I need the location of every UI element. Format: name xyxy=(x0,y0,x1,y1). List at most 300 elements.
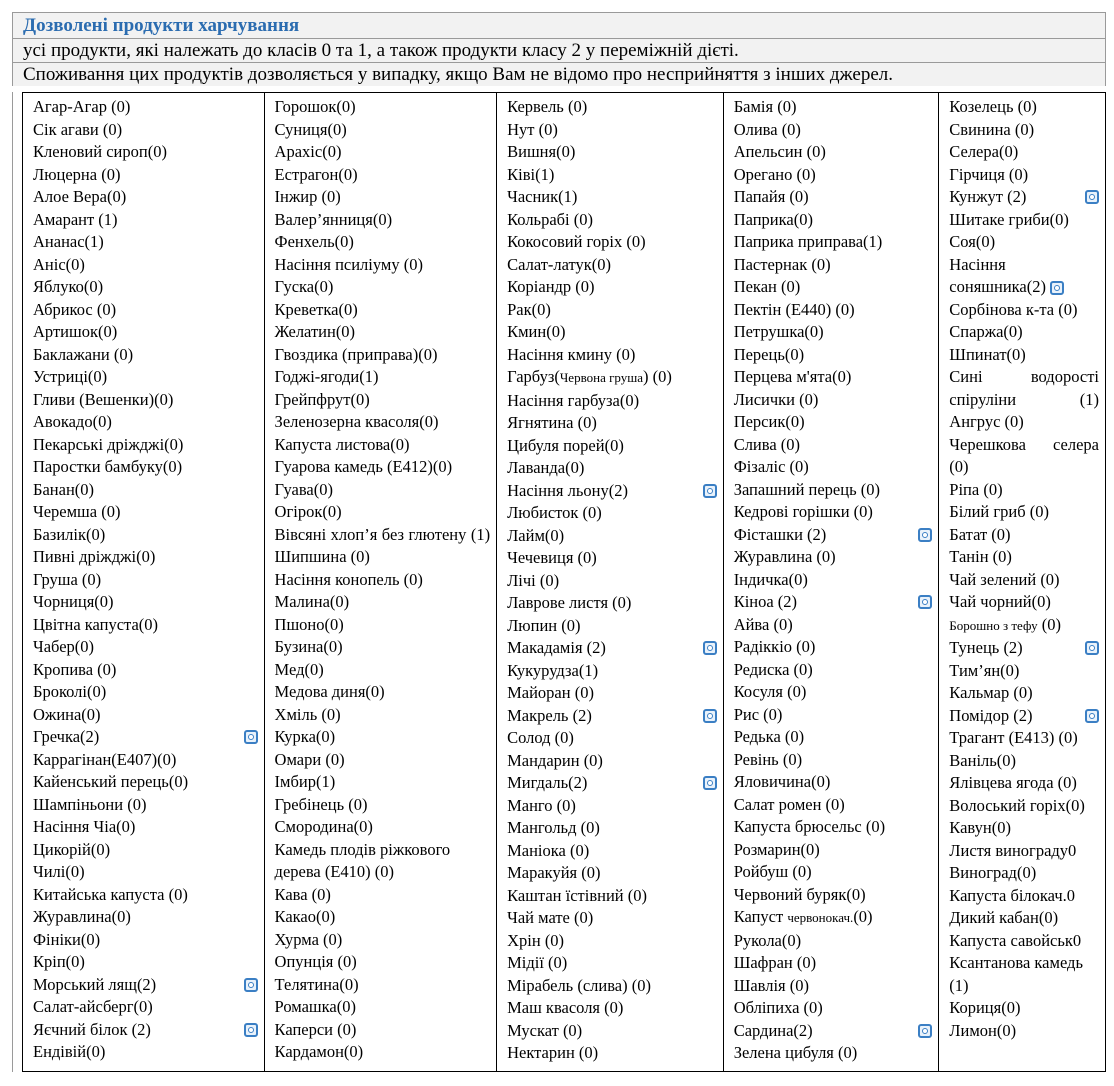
food-name: Люпин (0) xyxy=(507,615,581,635)
food-name: Годжі-ягоди(1) xyxy=(274,367,379,386)
list-item xyxy=(949,479,1099,502)
food-name: Слива (0) xyxy=(733,434,801,454)
list-item xyxy=(734,861,933,884)
list-item xyxy=(734,659,933,682)
list-item xyxy=(275,996,491,1019)
food-name: Кервель (0) xyxy=(507,97,588,116)
page-frame-line xyxy=(12,92,13,1072)
list-item xyxy=(33,321,258,344)
page-note: Споживання цих продуктів дозволяється у випадку, якщо Вам не відомо про несприйняття з інших джерел. xyxy=(23,64,894,85)
food-name: Майоран (0) xyxy=(507,683,594,702)
food-name: Макадамія (2) xyxy=(507,638,606,657)
list-item xyxy=(33,839,258,862)
food-name: Косуля (0) xyxy=(733,682,807,701)
list-item xyxy=(507,997,717,1020)
camera-icon[interactable] xyxy=(703,641,717,655)
food-name: Білий гриб (0) xyxy=(949,502,1049,521)
food-name: Каштан їстівний (0) xyxy=(507,885,647,905)
list-item xyxy=(33,816,258,839)
food-name: Паприка(0) xyxy=(733,209,813,229)
list-item xyxy=(275,119,491,142)
list-item xyxy=(33,96,258,119)
page-title: Дозволені продукти харчування xyxy=(23,15,300,36)
food-name: Рис (0) xyxy=(733,704,783,724)
food-name: Редиска (0) xyxy=(733,659,813,679)
food-name: Волоський горіх(0) xyxy=(949,795,1085,815)
food-name: Каперси (0) xyxy=(274,1019,357,1039)
list-item xyxy=(275,366,491,389)
food-name: Розмарин(0) xyxy=(733,839,820,859)
list-item xyxy=(275,929,491,952)
list-item xyxy=(275,389,491,412)
list-item xyxy=(275,569,491,592)
food-name: Насіння конопель (0) xyxy=(274,569,423,589)
list-item xyxy=(734,884,933,907)
food-name: Черемша (0) xyxy=(33,502,121,521)
food-name: Пастернак (0) xyxy=(733,254,831,274)
list-item xyxy=(275,591,491,614)
list-item xyxy=(734,546,933,569)
list-item xyxy=(507,254,717,277)
food-name: Грейпфрут(0) xyxy=(274,389,370,409)
food-name: Омари (0) xyxy=(274,749,345,769)
list-item xyxy=(507,772,717,795)
header-note-bar xyxy=(12,62,1106,86)
food-name: Суниця(0) xyxy=(274,119,347,139)
food-name: Горошок(0) xyxy=(274,97,356,116)
food-name: Ендівій(0) xyxy=(33,1042,106,1061)
food-name: Ваніль(0) xyxy=(949,750,1017,770)
food-name: Маш квасоля (0) xyxy=(507,998,624,1017)
list-item xyxy=(949,186,1099,209)
food-name: Танін (0) xyxy=(949,547,1012,566)
camera-icon[interactable] xyxy=(244,978,258,992)
list-item xyxy=(734,816,933,839)
list-item xyxy=(33,861,258,884)
list-item xyxy=(507,592,717,615)
list-item xyxy=(734,749,933,772)
list-item xyxy=(949,772,1099,795)
food-name: Рак(0) xyxy=(507,299,551,319)
list-item xyxy=(507,1020,717,1043)
list-item xyxy=(507,435,717,458)
food-name: Ксантанова камедь (1) xyxy=(949,953,1083,995)
list-item xyxy=(734,456,933,479)
list-item xyxy=(949,682,1099,705)
food-name: Олива (0) xyxy=(733,119,801,139)
food-name: Морський лящ(2) xyxy=(33,974,157,994)
camera-icon[interactable] xyxy=(918,595,932,609)
list-item xyxy=(507,862,717,885)
food-name: Лимон(0) xyxy=(949,1020,1017,1040)
list-item xyxy=(507,817,717,840)
list-item xyxy=(949,164,1099,187)
food-name: Цибуля порей(0) xyxy=(507,435,624,455)
food-name: Насіння Чіа(0) xyxy=(33,817,136,836)
food-name: Фініки(0) xyxy=(33,929,101,949)
food-name: Журавлина(0) xyxy=(33,907,131,926)
food-name: Абрикос (0) xyxy=(33,299,117,319)
food-name: Гребінець (0) xyxy=(274,794,368,814)
food-name: Чай зелений (0) xyxy=(949,569,1060,589)
table-column xyxy=(23,93,265,1071)
list-item xyxy=(33,501,258,524)
food-name: Лічі (0) xyxy=(507,570,560,590)
list-item xyxy=(33,906,258,929)
list-item xyxy=(734,906,933,930)
food-name: Інжир (0) xyxy=(274,187,341,206)
food-name: Лайм(0) xyxy=(507,525,565,545)
list-item xyxy=(734,524,933,547)
food-name: Китайська капуста (0) xyxy=(33,884,188,904)
list-item xyxy=(734,231,933,254)
food-name: Листя винограду0 xyxy=(949,840,1077,860)
food-name: Банан(0) xyxy=(33,479,95,499)
food-name: Червоний буряк(0) xyxy=(733,884,866,904)
food-name: Чай мате (0) xyxy=(507,908,594,927)
food-name: Смородина(0) xyxy=(274,817,373,836)
food-name: Мандарин (0) xyxy=(507,750,603,770)
list-item xyxy=(275,546,491,569)
food-name: Мідії (0) xyxy=(507,953,568,972)
food-name: Цикорій(0) xyxy=(33,839,111,859)
list-item xyxy=(33,389,258,412)
list-item xyxy=(275,839,491,884)
table-column xyxy=(497,93,724,1071)
food-name: Гуарова камедь (Е412)(0) xyxy=(274,457,453,476)
food-name: Кедрові горішки (0) xyxy=(733,502,873,521)
food-name: Пшоно(0) xyxy=(274,614,344,634)
food-name: Яєчний білок (2) xyxy=(33,1019,151,1039)
list-item xyxy=(949,817,1099,840)
list-item xyxy=(734,569,933,592)
food-table xyxy=(22,92,1106,1072)
list-item xyxy=(949,524,1099,547)
list-item xyxy=(33,569,258,592)
food-name: Медова диня(0) xyxy=(274,682,385,701)
food-name: Креветка(0) xyxy=(274,299,358,319)
list-item xyxy=(734,141,933,164)
food-name: Шафран (0) xyxy=(733,953,817,972)
list-item xyxy=(33,186,258,209)
list-item xyxy=(33,276,258,299)
list-item xyxy=(734,119,933,142)
list-item xyxy=(734,479,933,502)
table-column xyxy=(265,93,498,1071)
list-item xyxy=(33,1041,258,1064)
food-name: Кайенський перець(0) xyxy=(33,772,189,791)
list-item xyxy=(33,119,258,142)
camera-icon[interactable] xyxy=(703,709,717,723)
header-title-bar xyxy=(12,12,1106,38)
list-item xyxy=(949,254,1099,299)
food-name: Цвітна капуста(0) xyxy=(33,614,159,634)
list-item xyxy=(507,276,717,299)
food-name: Мірабель (слива) (0) xyxy=(507,975,651,995)
food-name: Яловичина(0) xyxy=(733,772,831,791)
food-name: Насіння кмину (0) xyxy=(507,344,636,364)
list-item xyxy=(949,705,1099,728)
food-name: Агар-Агар (0) xyxy=(33,97,131,116)
list-item xyxy=(33,231,258,254)
list-item xyxy=(734,411,933,434)
camera-icon[interactable] xyxy=(1085,190,1099,204)
food-name: Естрагон(0) xyxy=(274,164,358,184)
list-item xyxy=(33,209,258,232)
list-item xyxy=(275,164,491,187)
food-name: Гарбуз(Червона груша) (0) xyxy=(507,367,672,386)
food-name: Козелець (0) xyxy=(949,97,1037,116)
list-item xyxy=(507,750,717,773)
list-item xyxy=(33,591,258,614)
food-note: червонокач. xyxy=(787,910,854,925)
list-item xyxy=(507,412,717,435)
food-note: Червона груша xyxy=(559,370,644,385)
food-name: Какао(0) xyxy=(274,907,336,926)
list-item xyxy=(33,771,258,794)
list-item xyxy=(949,795,1099,818)
food-name: Мускат (0) xyxy=(507,1020,583,1040)
list-item xyxy=(275,276,491,299)
food-name: Перець(0) xyxy=(733,344,805,364)
list-item xyxy=(734,164,933,187)
food-name: Фенхель(0) xyxy=(274,232,354,251)
food-name: Капуста брюсельс (0) xyxy=(733,817,886,836)
list-item xyxy=(275,299,491,322)
list-item xyxy=(734,276,933,299)
food-name: Шпинат(0) xyxy=(949,344,1026,364)
food-name: Капуста савойськ0 xyxy=(949,930,1082,950)
list-item xyxy=(734,209,933,232)
list-item xyxy=(507,840,717,863)
food-name: Ожина(0) xyxy=(33,704,101,724)
camera-icon[interactable] xyxy=(703,776,717,790)
list-item xyxy=(507,164,717,187)
food-name: Ангрус (0) xyxy=(949,412,1024,431)
list-item xyxy=(507,390,717,413)
page xyxy=(12,12,1108,1074)
list-item xyxy=(949,321,1099,344)
food-name: Черешкова селера (0) xyxy=(949,434,1099,476)
list-item xyxy=(949,930,1099,953)
food-name: Мед(0) xyxy=(274,659,324,679)
food-name: Радіккіо (0) xyxy=(733,637,816,656)
food-name: Коріандр (0) xyxy=(507,277,595,296)
list-item xyxy=(507,705,717,728)
list-item xyxy=(507,119,717,142)
food-name: Чорниця(0) xyxy=(33,592,114,611)
food-name: Ківі(1) xyxy=(507,164,555,184)
food-name: Папайя (0) xyxy=(733,187,809,206)
list-item xyxy=(33,344,258,367)
food-name: Соя(0) xyxy=(949,232,996,251)
camera-icon[interactable] xyxy=(918,528,932,542)
list-item xyxy=(949,141,1099,164)
food-name: Нектарин (0) xyxy=(507,1043,599,1062)
food-name: Дикий кабан(0) xyxy=(949,908,1059,927)
list-item xyxy=(949,840,1099,863)
food-name: Персик(0) xyxy=(733,412,805,431)
food-name: Насіння псиліуму (0) xyxy=(274,254,423,274)
list-item xyxy=(507,885,717,908)
list-item xyxy=(507,525,717,548)
camera-icon[interactable] xyxy=(1085,641,1099,655)
food-name: Броколі(0) xyxy=(33,682,107,701)
food-name: Кавун(0) xyxy=(949,818,1011,837)
food-name: Лаванда(0) xyxy=(507,458,585,477)
list-item xyxy=(949,546,1099,569)
list-item xyxy=(507,186,717,209)
food-name: Виноград(0) xyxy=(949,863,1037,882)
list-item xyxy=(734,952,933,975)
food-name: Кориця(0) xyxy=(949,998,1021,1017)
list-item xyxy=(275,501,491,524)
food-name: Салат-айсберг(0) xyxy=(33,997,153,1016)
food-name: Хміль (0) xyxy=(274,704,341,724)
camera-icon[interactable] xyxy=(1050,281,1064,295)
camera-icon[interactable] xyxy=(244,730,258,744)
food-name: Капуста листова(0) xyxy=(274,434,410,454)
list-item xyxy=(33,614,258,637)
list-item xyxy=(734,704,933,727)
list-item xyxy=(33,884,258,907)
list-item xyxy=(734,299,933,322)
list-item xyxy=(507,660,717,683)
list-item xyxy=(734,1042,933,1065)
food-name: Редька (0) xyxy=(733,727,805,746)
food-name: Малина(0) xyxy=(274,592,350,611)
food-name: Чабер(0) xyxy=(33,637,95,656)
food-name: Айва (0) xyxy=(733,614,793,634)
food-name: Маніока (0) xyxy=(507,840,590,860)
food-name: Кардамон(0) xyxy=(274,1042,364,1061)
list-item xyxy=(734,254,933,277)
food-name: Пекан (0) xyxy=(733,277,801,296)
list-item xyxy=(734,794,933,817)
food-name: Каррагінан(Е407)(0) xyxy=(33,749,177,769)
food-name: Кальмар (0) xyxy=(949,683,1033,702)
food-name: Паростки бамбуку(0) xyxy=(33,457,183,476)
list-item xyxy=(734,501,933,524)
food-name: Свинина (0) xyxy=(949,119,1035,139)
list-item xyxy=(275,794,491,817)
list-item xyxy=(507,1042,717,1065)
list-item xyxy=(33,636,258,659)
food-name: Петрушка(0) xyxy=(733,322,824,341)
list-item xyxy=(275,344,491,367)
list-item xyxy=(734,366,933,389)
food-name: Аніс(0) xyxy=(33,254,85,274)
food-name: Індичка(0) xyxy=(733,569,808,589)
food-name: Паприка приправа(1) xyxy=(733,232,883,251)
list-item xyxy=(33,1019,258,1042)
list-item xyxy=(949,366,1099,411)
food-name: Вишня(0) xyxy=(507,142,576,161)
camera-icon[interactable] xyxy=(918,1024,932,1038)
list-item xyxy=(507,321,717,344)
list-item xyxy=(734,1020,933,1043)
food-name: Маракуйя (0) xyxy=(507,863,601,882)
list-item xyxy=(275,524,491,547)
food-name: Кріп(0) xyxy=(33,952,85,971)
food-name: Сік агави (0) xyxy=(33,119,123,139)
food-name: Яблуко(0) xyxy=(33,277,104,296)
food-name: Пекарські дріжджі(0) xyxy=(33,434,184,454)
list-item xyxy=(33,254,258,277)
food-name: Хрін (0) xyxy=(507,930,565,950)
list-item xyxy=(507,231,717,254)
list-item xyxy=(949,727,1099,750)
list-item xyxy=(275,636,491,659)
food-name: Люцерна (0) xyxy=(33,164,121,184)
food-name: Сардина(2) xyxy=(733,1020,813,1040)
food-name: Часник(1) xyxy=(507,187,578,206)
list-item xyxy=(507,907,717,930)
list-item xyxy=(33,366,258,389)
list-item xyxy=(33,479,258,502)
food-name: Камедь плодів ріжкового дерева (Е410) (0) xyxy=(274,839,451,881)
list-item xyxy=(507,209,717,232)
list-item xyxy=(275,479,491,502)
food-name: Шавлія (0) xyxy=(733,975,810,995)
food-name: Чай чорний(0) xyxy=(949,592,1051,611)
list-item xyxy=(949,501,1099,524)
food-name: Батат (0) xyxy=(949,524,1011,544)
list-item xyxy=(949,997,1099,1020)
camera-icon[interactable] xyxy=(1085,709,1099,723)
food-name: Вівсяні хлоп’я без глютену (1) xyxy=(274,524,491,544)
list-item xyxy=(507,344,717,367)
food-name: Спаржа(0) xyxy=(949,322,1023,341)
list-item xyxy=(949,637,1099,660)
list-item xyxy=(507,502,717,525)
list-item xyxy=(507,930,717,953)
food-name: Опунція (0) xyxy=(274,952,357,971)
list-item xyxy=(734,839,933,862)
food-name: Гірчиця (0) xyxy=(949,164,1029,184)
food-name: Кмин(0) xyxy=(507,322,566,341)
list-item xyxy=(275,884,491,907)
food-name: Гуава(0) xyxy=(274,479,333,499)
food-name: Любисток (0) xyxy=(507,503,602,522)
camera-icon[interactable] xyxy=(244,1023,258,1037)
list-item xyxy=(734,681,933,704)
list-item xyxy=(507,457,717,480)
food-name: Алое Вера(0) xyxy=(33,187,127,206)
list-item xyxy=(275,726,491,749)
list-item xyxy=(734,997,933,1020)
camera-icon[interactable] xyxy=(703,484,717,498)
food-name: Бамія (0) xyxy=(733,97,797,116)
list-item xyxy=(507,975,717,998)
list-item xyxy=(734,321,933,344)
list-item xyxy=(33,951,258,974)
food-name: Манго (0) xyxy=(507,795,576,815)
list-item xyxy=(507,682,717,705)
list-item xyxy=(33,749,258,772)
food-name: Артишок(0) xyxy=(33,322,118,341)
list-item xyxy=(275,96,491,119)
food-name: Телятина(0) xyxy=(274,974,359,994)
food-name: Солод (0) xyxy=(507,728,574,747)
food-name: Кіноа (2) xyxy=(733,592,798,611)
food-name: Чилі(0) xyxy=(33,862,85,881)
list-item xyxy=(949,952,1099,997)
list-item xyxy=(33,164,258,187)
food-name: Імбир(1) xyxy=(274,772,336,791)
list-item xyxy=(734,389,933,412)
list-item xyxy=(275,1019,491,1042)
